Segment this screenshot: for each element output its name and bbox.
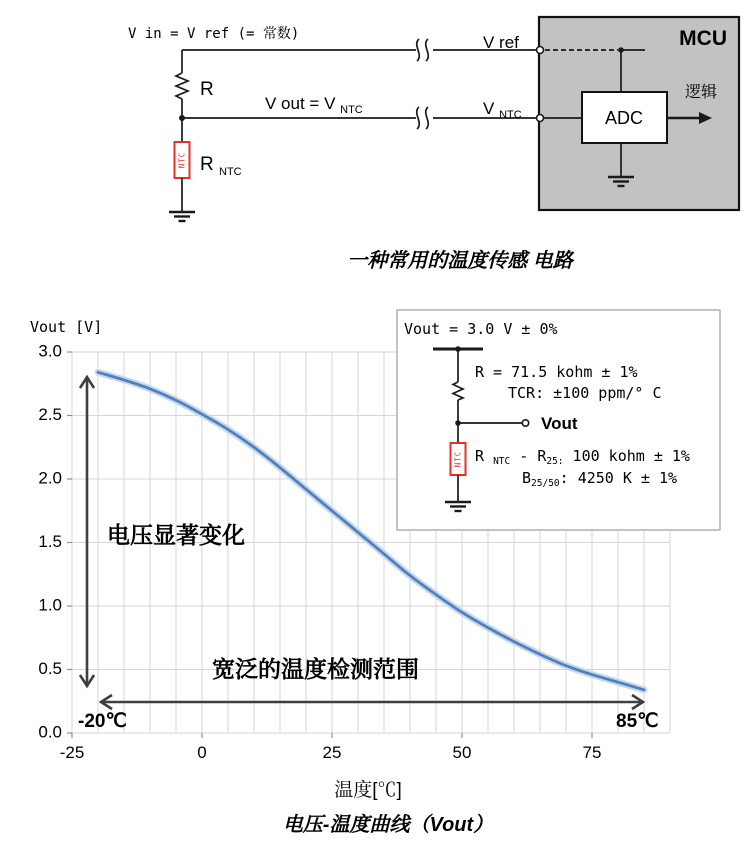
inset-b-p2: : 4250 K ± 1%	[559, 469, 678, 487]
inset-vout-terminal	[522, 420, 528, 426]
vout-equation-main: V out = V	[265, 94, 341, 113]
range-left-label: -20℃	[78, 711, 127, 732]
vref-terminal	[537, 47, 544, 54]
inset-rntc-sub2: 25:	[546, 456, 564, 467]
vntc-pin-main: V	[483, 99, 500, 118]
inset-rntc-sub1: NTC	[493, 456, 511, 467]
logic-label: 逻辑	[685, 84, 718, 101]
vntc-pin-sub: NTC	[499, 109, 522, 121]
vref-pin-label: V ref	[483, 33, 519, 52]
inset-tcr-line: TCR: ±100 ppm/° C	[508, 384, 662, 402]
mcu-title: MCU	[679, 27, 727, 50]
x-tick-label: 25	[322, 743, 342, 762]
y-tick-label: 1.0	[38, 595, 62, 615]
x-tick-label: -25	[59, 743, 85, 762]
temperature-range-arrow	[101, 695, 643, 709]
circuit-diagram	[0, 0, 756, 285]
ntc-resistor-main: R	[200, 154, 219, 175]
vntc-terminal	[537, 115, 544, 122]
wire-break-icon	[417, 39, 429, 61]
vout-equation-sub: NTC	[340, 104, 363, 116]
y-tick-label: 1.5	[38, 531, 62, 551]
x-tick-label: 0	[197, 743, 207, 762]
inset-resistor-line: R = 71.5 kohm ± 1%	[475, 363, 638, 381]
y-axis-title: Vout [V]	[30, 318, 103, 336]
x-tick-labels	[60, 743, 602, 762]
inset-b-sub1: 25/50	[531, 478, 560, 489]
adc-label: ADC	[604, 108, 644, 128]
conditions-inset	[397, 310, 720, 530]
y-tick-label: 2.5	[38, 404, 62, 424]
circuit-caption: 一种常用的温度传感 电路	[347, 250, 573, 272]
voltage-annotation: 电压显著变化	[107, 522, 245, 548]
vin-label: V in = V ref (= 常数)	[128, 26, 300, 42]
x-tick-label: 75	[582, 743, 602, 762]
y-tick-label: 0.5	[38, 658, 62, 678]
wire-break-icon	[417, 107, 429, 129]
inset-rntc-p2: - R	[510, 447, 547, 465]
inset-b-p1: B	[522, 469, 532, 487]
inset-vout-label: Vout	[541, 414, 578, 433]
inset-supply-line: Vout = 3.0 V ± 0%	[404, 320, 558, 338]
y-tick-labels	[38, 341, 62, 741]
chart-caption: 电压-温度曲线（Vout）	[282, 814, 494, 836]
ground-symbol	[169, 212, 195, 221]
x-tick-label: 50	[452, 743, 472, 762]
vout-node-dot	[179, 115, 185, 121]
voltage-range-arrow	[80, 377, 94, 686]
inset-rntc-p1: R	[475, 447, 494, 465]
y-tick-label: 0.0	[38, 722, 62, 742]
ntc-resistor-sub: NTC	[219, 166, 242, 178]
vout-equation-label	[265, 94, 363, 116]
range-annotation: 宽泛的温度检测范围	[212, 656, 419, 682]
inset-ntc-body-text: NTC	[453, 450, 463, 468]
x-axis-title: 温度[℃]	[334, 780, 402, 801]
ntc-resistor-label	[200, 154, 242, 178]
vntc-pin-label	[483, 99, 522, 121]
inset-rntc-p3: 100 kohm ± 1%	[563, 447, 690, 465]
resistor-r-symbol	[176, 73, 188, 99]
y-tick-label: 3.0	[38, 341, 62, 361]
ntc-body-text: NTC	[177, 151, 187, 169]
resistor-r-label: R	[200, 79, 214, 100]
y-tick-label: 2.0	[38, 468, 62, 488]
vt-chart	[0, 285, 756, 850]
range-right-label: 85℃	[616, 711, 659, 732]
